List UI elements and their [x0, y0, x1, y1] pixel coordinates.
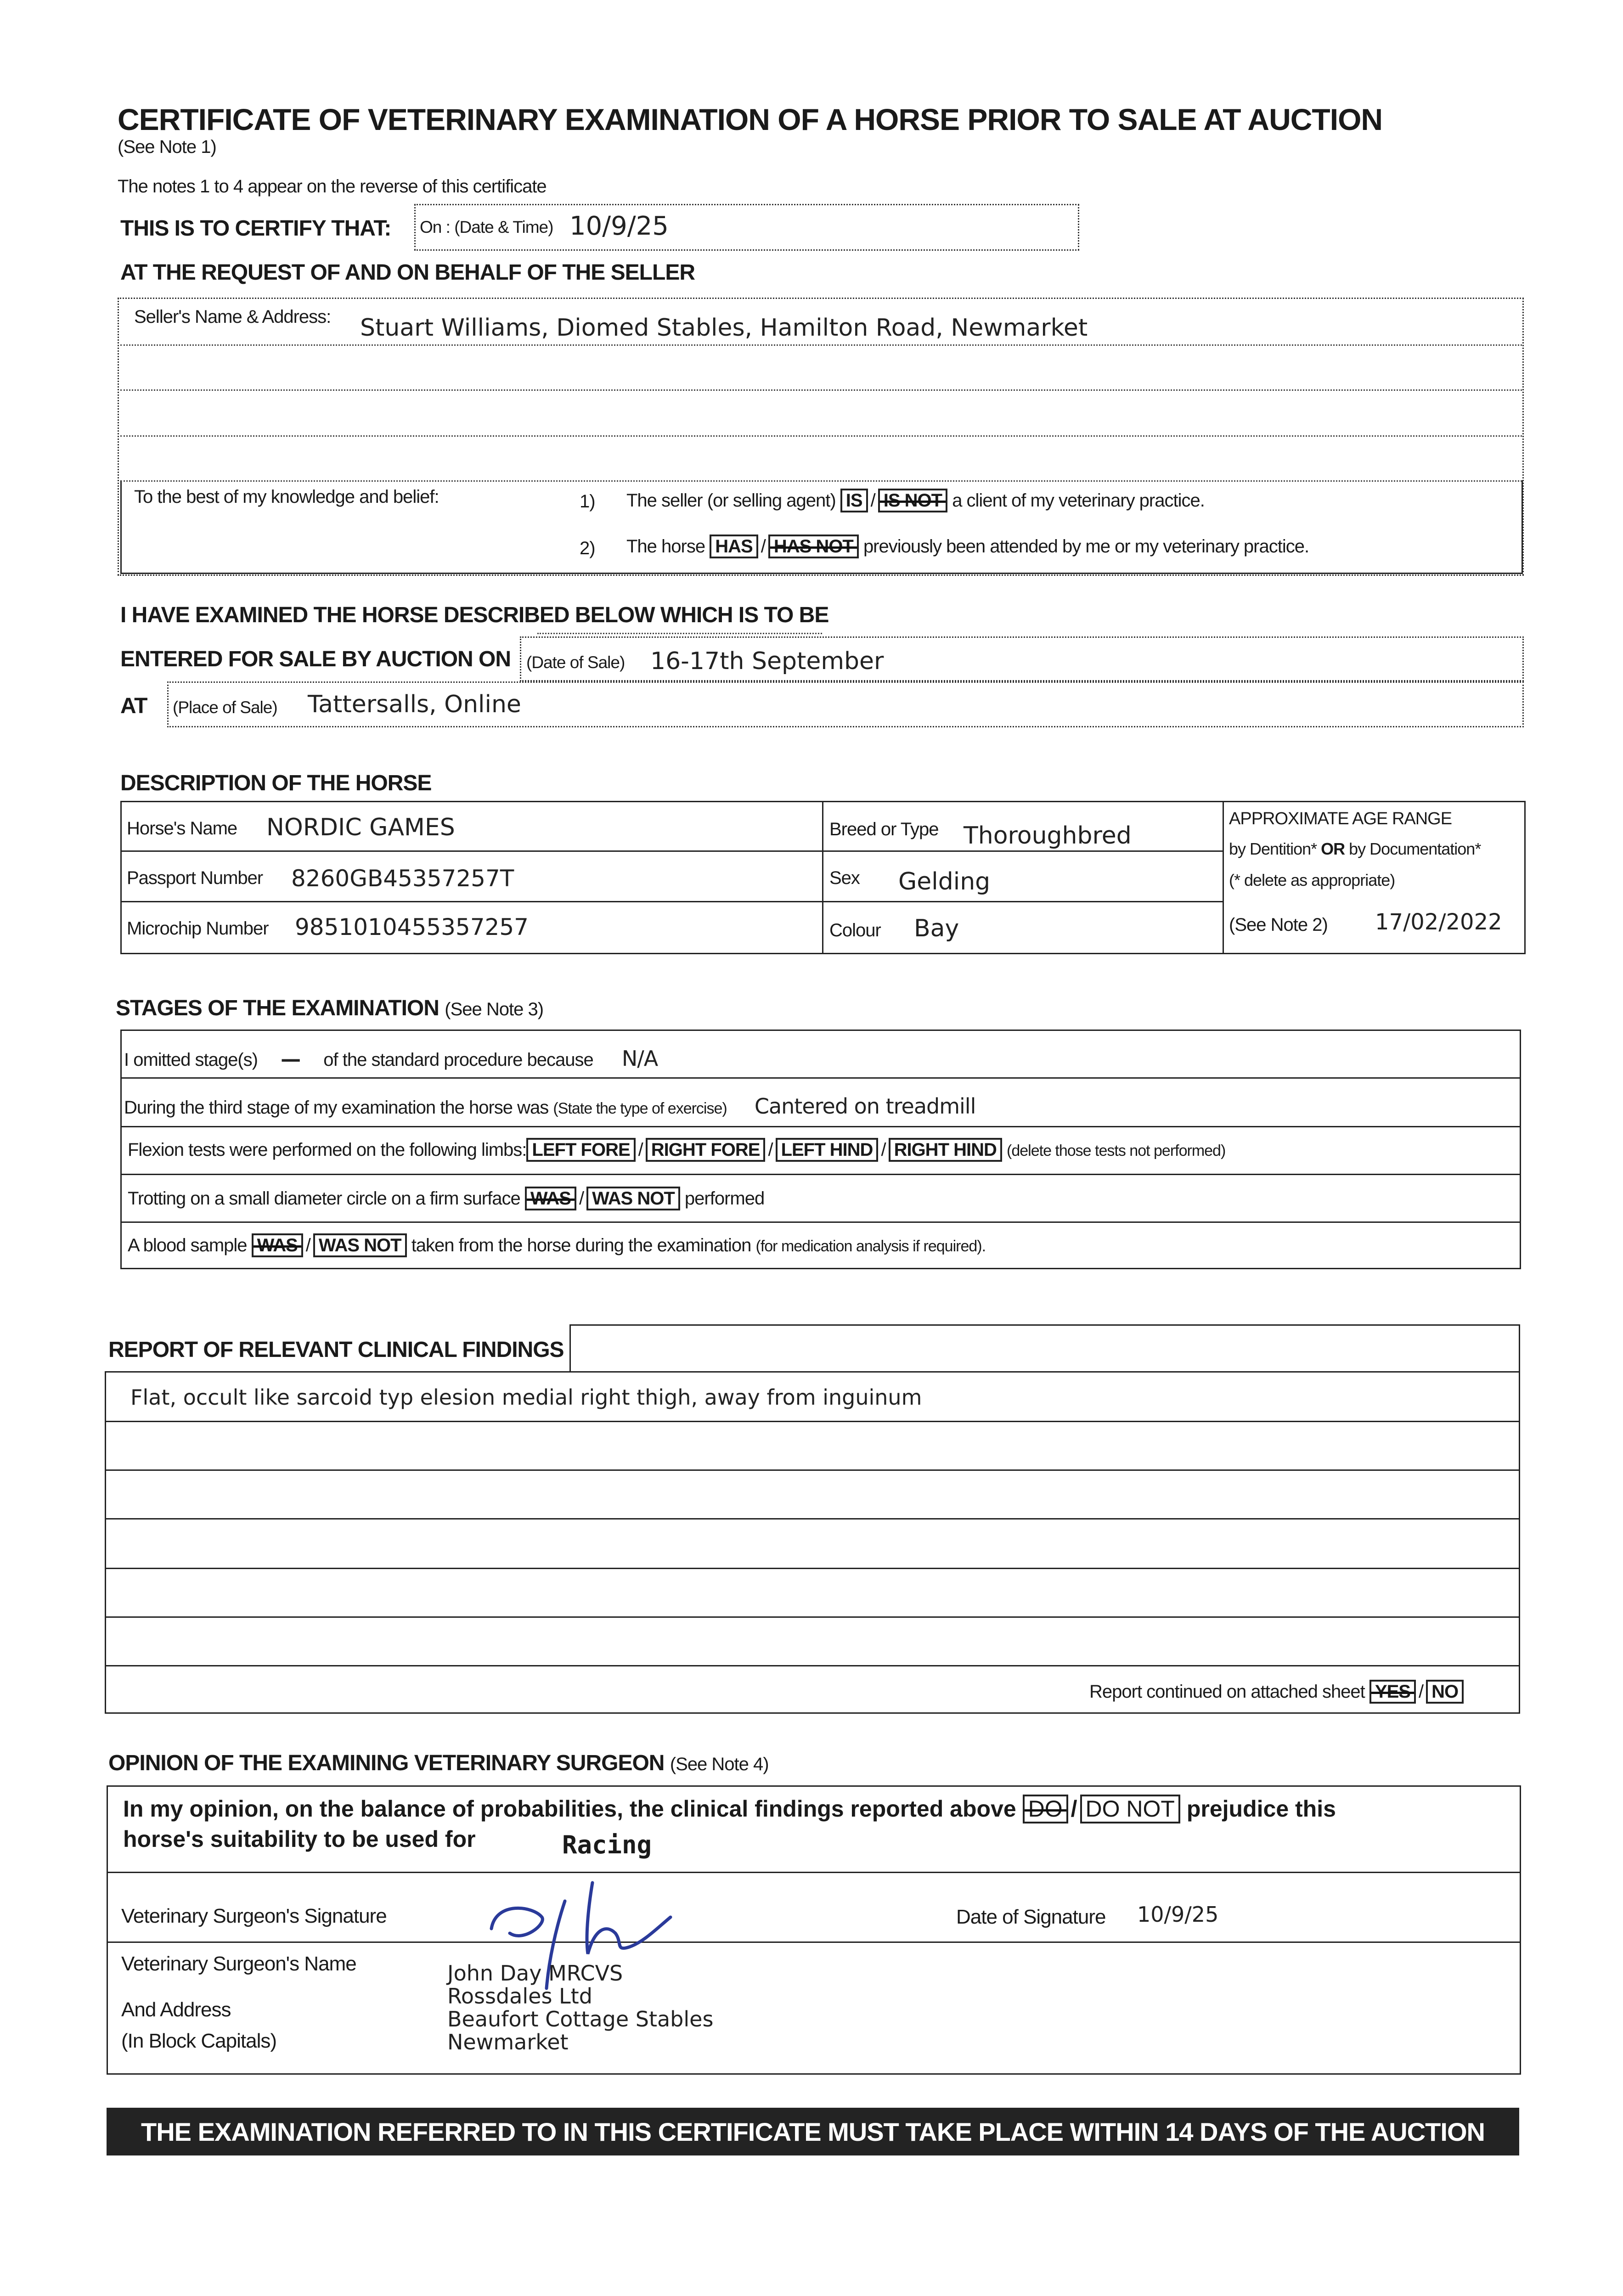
sex-value: Gelding	[898, 868, 991, 895]
stages-row-2	[120, 1126, 1521, 1127]
stages-row-4	[120, 1221, 1521, 1223]
opinion-text-post: prejudice this	[1186, 1796, 1336, 1822]
flex-right-fore: RIGHT FORE	[646, 1138, 766, 1162]
request-line: AT THE REQUEST OF AND ON BEHALF OF THE SELLER	[120, 260, 695, 285]
omitted-value: —	[281, 1047, 301, 1071]
footer-banner	[107, 2108, 1519, 2155]
flexion-pre: Flexion tests were performed on the following limbs:	[128, 1140, 527, 1160]
report-rule-6	[105, 1665, 1520, 1666]
trotting-row	[128, 1187, 764, 1210]
blood-sep: /	[305, 1235, 310, 1255]
has-not-option: HAS NOT	[768, 535, 859, 558]
surgeon-address-label: And Address	[121, 1998, 231, 2021]
certificate-title: CERTIFICATE OF VETERINARY EXAMINATION OF A HORSE PRIOR TO SALE AT AUCTION	[118, 102, 1383, 136]
client-statement	[626, 489, 1205, 512]
attended-pre: The horse	[626, 536, 705, 557]
sale-date-label: (Date of Sale)	[526, 653, 625, 672]
opinion-heading: OPINION OF THE EXAMINING VETERINARY SURGEON	[108, 1751, 665, 1775]
flex-left-hind: LEFT HIND	[776, 1138, 879, 1162]
microchip-value: 9851010455357257	[295, 914, 529, 940]
client-sep: /	[870, 490, 875, 511]
age-heading: APPROXIMATE AGE RANGE	[1229, 809, 1452, 828]
client-post: a client of my veterinary practice.	[952, 490, 1205, 511]
attended-post: previously been attended by me or my veterinary practice.	[863, 536, 1309, 557]
blood-was-option: WAS	[252, 1233, 303, 1257]
flexion-post: (delete those tests not performed)	[1007, 1142, 1226, 1159]
flexion-row	[128, 1138, 1225, 1162]
opinion-heading-note: (See Note 4)	[670, 1754, 769, 1774]
omitted-post: of the standard procedure because	[323, 1050, 593, 1070]
desc-row-2	[120, 901, 1223, 902]
blood-small: (for medication analysis if required).	[755, 1238, 986, 1255]
passport-label: Passport Number	[127, 868, 263, 888]
microchip-label: Microchip Number	[127, 918, 269, 939]
opinion-line-2: horse's suitability to be used for	[123, 1826, 476, 1852]
age-or: OR	[1321, 839, 1345, 858]
omitted-reason: N/A	[621, 1046, 658, 1071]
attended-sep: /	[761, 536, 766, 557]
flex-sep-2: /	[768, 1140, 773, 1160]
report-heading-divider	[569, 1324, 571, 1372]
opinion-do-option: DO	[1023, 1795, 1068, 1823]
breed-value: Thoroughbred	[964, 822, 1132, 850]
third-stage-small: (State the type of exercise)	[553, 1100, 727, 1117]
omitted-row	[124, 1046, 658, 1071]
desc-col-divider-1	[822, 801, 823, 954]
knowledge-label: To the best of my knowledge and belief:	[134, 487, 439, 507]
blood-pre: A blood sample	[128, 1235, 247, 1255]
report-rule-1	[105, 1421, 1520, 1422]
address-line: Beaufort Cottage Stables	[447, 2007, 714, 2032]
report-continued-pre: Report continued on attached sheet	[1089, 1682, 1365, 1702]
trot-was-option: WAS	[525, 1187, 576, 1210]
client-is-not-option: IS NOT	[878, 489, 947, 512]
continued-no-option: NO	[1426, 1680, 1464, 1704]
report-rule-3	[105, 1518, 1520, 1519]
sex-label: Sex	[829, 868, 860, 888]
trotting-post: performed	[684, 1188, 765, 1209]
stages-heading-line	[116, 996, 543, 1021]
horse-name-label: Horse's Name	[127, 818, 237, 838]
passport-value: 8260GB45357257T	[291, 865, 514, 892]
third-stage-pre: During the third stage of my examination the horse was	[124, 1097, 549, 1118]
flex-right-hind: RIGHT HIND	[889, 1138, 1002, 1162]
report-heading: REPORT OF RELEVANT CLINICAL FINDINGS	[108, 1338, 564, 1362]
third-stage-value: Cantered on treadmill	[754, 1094, 976, 1119]
seller-line-3	[120, 435, 1522, 437]
certify-label: THIS IS TO CERTIFY THAT:	[120, 216, 391, 241]
footer-banner-text: THE EXAMINATION REFERRED TO IN THIS CERTIFICATE MUST TAKE PLACE WITHIN 14 DAYS OF THE AUCTION	[141, 2117, 1485, 2146]
seller-value: Stuart Williams, Diomed Stables, Hamilton Road, Newmarket	[360, 314, 1088, 342]
continued-yes-option: YES	[1369, 1680, 1416, 1704]
age-method	[1229, 839, 1481, 859]
trot-was-not-option: WAS NOT	[586, 1187, 680, 1210]
address-line: Rossdales Ltd	[447, 1984, 592, 2009]
report-top-line	[569, 1324, 1520, 1326]
opinion-rule-1	[107, 1872, 1521, 1873]
seller-line-2	[120, 389, 1522, 391]
examined-underline	[537, 633, 822, 634]
description-heading: DESCRIPTION OF THE HORSE	[120, 771, 432, 795]
notes-line: The notes 1 to 4 appear on the reverse of this certificate	[118, 176, 547, 197]
address-line: Newmarket	[447, 2030, 569, 2054]
report-line-1: Flat, occult like sarcoid typ elesion medial right thigh, away from inguinum	[130, 1385, 922, 1410]
item-2-number: 2)	[580, 538, 595, 558]
sale-place-value: Tattersalls, Online	[308, 691, 521, 718]
report-right-edge	[1519, 1324, 1520, 1372]
desc-row-1	[120, 850, 1223, 852]
flex-left-fore: LEFT FORE	[526, 1138, 635, 1162]
surgeon-address-block	[447, 1962, 713, 2054]
seller-label: Seller's Name & Address:	[134, 307, 331, 327]
opinion-do-not-option: DO NOT	[1080, 1795, 1180, 1823]
seller-line-1	[120, 344, 1522, 346]
age-see-note: (See Note 2)	[1229, 915, 1328, 935]
client-is-option: IS	[840, 489, 868, 512]
horse-name-value: NORDIC GAMES	[266, 814, 455, 841]
examined-line: I HAVE EXAMINED THE HORSE DESCRIBED BELOW WHICH IS TO BE	[120, 603, 829, 627]
opinion-statement	[123, 1795, 1336, 1823]
stages-row-1	[120, 1077, 1521, 1079]
age-value: 17/02/2022	[1375, 909, 1502, 935]
age-delete-note: (* delete as appropriate)	[1229, 871, 1395, 889]
report-rule-5	[105, 1616, 1520, 1618]
surgeon-name-label: Veterinary Surgeon's Name	[121, 1953, 356, 1975]
third-stage-row	[124, 1094, 975, 1119]
trotting-pre: Trotting on a small diameter circle on a firm surface	[128, 1188, 520, 1209]
breed-label: Breed or Type	[829, 819, 939, 839]
sale-place-label: (Place of Sale)	[173, 698, 277, 717]
signature-label: Veterinary Surgeon's Signature	[121, 1905, 387, 1927]
blood-post: taken from the horse during the examination	[411, 1235, 751, 1255]
attended-statement	[626, 535, 1309, 558]
blood-row	[128, 1233, 986, 1257]
address-line: John Day MRCVS	[447, 1961, 623, 1986]
omitted-pre: I omitted stage(s)	[124, 1050, 258, 1070]
entered-line: ENTERED FOR SALE BY AUCTION ON	[120, 647, 511, 671]
stages-row-3	[120, 1174, 1521, 1175]
item-1-number: 1)	[580, 491, 595, 512]
opinion-sep: /	[1071, 1796, 1077, 1822]
age-by-dentition: by Dentition*	[1229, 839, 1317, 858]
report-continued	[1089, 1680, 1464, 1704]
age-by-documentation: by Documentation*	[1349, 839, 1481, 858]
opinion-text-pre: In my opinion, on the balance of probabilities, the clinical findings reported above	[123, 1796, 1016, 1822]
trot-sep: /	[579, 1188, 584, 1209]
report-rule-2	[105, 1469, 1520, 1471]
desc-col-divider-2	[1223, 801, 1224, 954]
date-signature-value: 10/9/25	[1137, 1902, 1219, 1927]
opinion-rule-2	[107, 1941, 1521, 1943]
exam-date-value: 10/9/25	[569, 211, 669, 241]
flex-sep-3: /	[881, 1140, 886, 1160]
stages-heading-note: (See Note 3)	[445, 999, 544, 1019]
see-note-1: (See Note 1)	[118, 137, 216, 157]
opinion-heading-line	[108, 1750, 769, 1776]
block-capitals-label: (In Block Capitals)	[121, 2030, 277, 2052]
client-pre: The seller (or selling agent)	[626, 490, 836, 511]
has-option: HAS	[710, 535, 758, 558]
date-signature-label: Date of Signature	[956, 1906, 1106, 1928]
suitability-value: Racing	[562, 1830, 652, 1859]
colour-label: Colour	[829, 920, 881, 940]
flex-sep-1: /	[638, 1140, 643, 1160]
colour-value: Bay	[914, 915, 959, 942]
report-rule-4	[105, 1568, 1520, 1569]
report-box	[105, 1371, 1520, 1714]
continued-sep: /	[1418, 1682, 1424, 1702]
blood-was-not-option: WAS NOT	[313, 1233, 407, 1257]
sale-date-value: 16-17th September	[650, 647, 884, 675]
stages-heading: STAGES OF THE EXAMINATION	[116, 996, 439, 1020]
exam-date-label: On : (Date & Time)	[420, 218, 553, 236]
at-label: AT	[120, 694, 147, 718]
